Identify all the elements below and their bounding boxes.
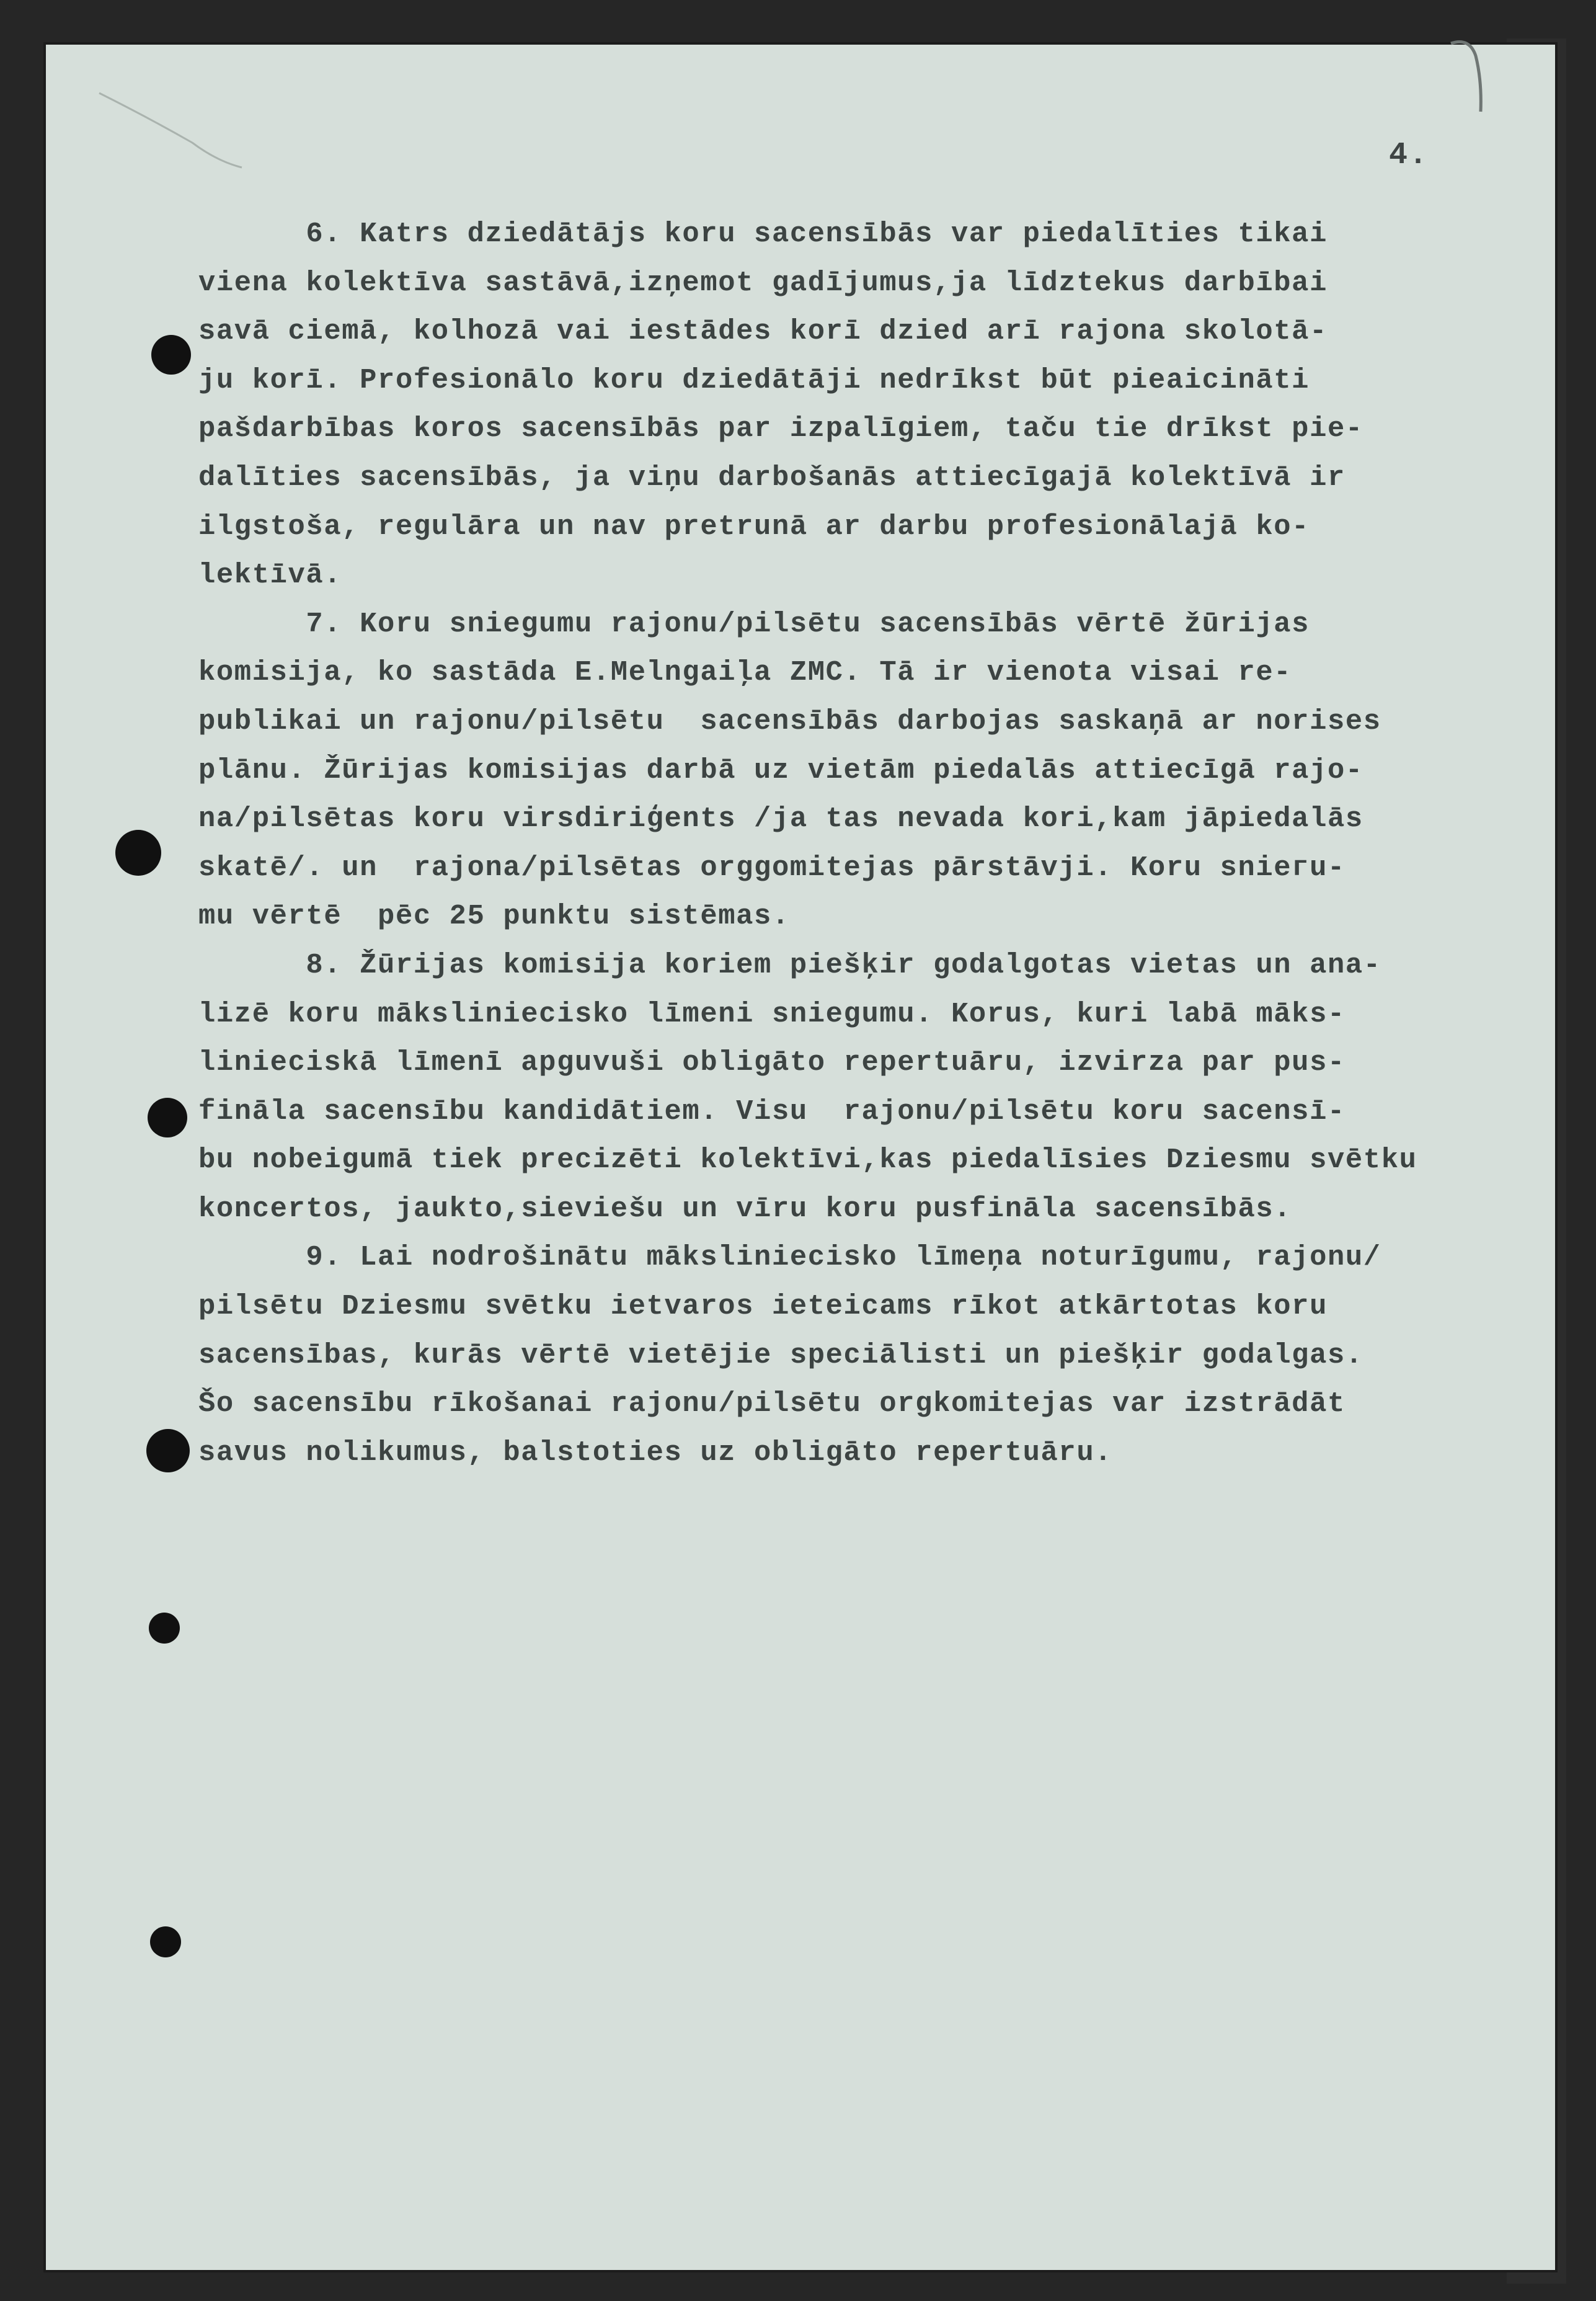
text-line: fināla sacensību kandidātiem. Visu rajonu/pilsētu koru sacensī- (198, 1095, 1346, 1128)
text-line: savā ciemā, kolhozā vai iestādes korī dzied arī rajona skolotā- (198, 315, 1328, 348)
text-line: 7. Koru sniegumu rajonu/pilsētu sacensībās vērtē žūrijas (198, 607, 1310, 640)
text-line: bu nobeigumā tiek precizēti kolektīvi,kas piedalīsies Dziesmu svētku (198, 1144, 1417, 1177)
text-line: skatē/. un rajona/pilsētas orggomitejas pārstāvji. Koru snieгu- (198, 851, 1346, 884)
text-line: koncertos, jaukto,sieviešu un vīru koru pusfināla sacensībās. (198, 1192, 1292, 1225)
text-line: linieciskā līmenī apguvuši obligāto repertuāru, izvirza par pus- (198, 1046, 1346, 1079)
text-line: komisija, ko sastāda E.Melngaiļa ZMC. Tā ir vienota visai re- (198, 656, 1292, 689)
punch-hole (149, 1613, 180, 1644)
punch-hole (146, 1429, 190, 1472)
text-line: 9. Lai nodrošinātu māksliniecisko līmeņa noturīgumu, rajonu/ (198, 1241, 1381, 1274)
page-number: 4. (1389, 138, 1429, 173)
text-line: lektīvā. (198, 559, 342, 592)
text-line: Šo sacensību rīkošanai rajonu/pilsētu orgkomitejas var izstrādāt (198, 1387, 1346, 1420)
text-line: mu vērtē pēc 25 punktu sistēmas. (198, 900, 790, 933)
punch-hole (115, 830, 161, 876)
text-line: dalīties sacensībās, ja viņu darbošanās attiecīgajā kolektīvā ir (198, 461, 1346, 494)
text-line: pašdarbības koros sacensībās par izpalīgiem, taču tie drīkst pie- (198, 412, 1363, 445)
punch-hole (148, 1098, 187, 1137)
text-line: 6. Katrs dziedātājs koru sacensībās var piedalīties tikai (198, 218, 1328, 250)
paper-crease (93, 74, 254, 174)
document-text (198, 210, 1519, 1477)
text-line: publikai un rajonu/pilsētu sacensībās darbojas saskaņā ar norises (198, 705, 1381, 737)
pencil-annotation-icon (1426, 19, 1513, 118)
punch-hole (151, 335, 191, 375)
text-line: 8. Žūrijas komisija koriem piešķir godalgotas vietas un ana- (198, 948, 1381, 981)
text-line: sacensības, kurās vērtē vietējie speciālisti un piešķir godalgas. (198, 1338, 1363, 1371)
text-line: pilsētu Dziesmu svētku ietvaros ieteicams rīkot atkārtotas koru (198, 1290, 1328, 1323)
text-line: ilgstoša, regulāra un nav pretrunā ar darbu profesionālajā ko- (198, 510, 1310, 543)
text-line: viena kolektīva sastāvā,izņemot gadījumus,ja līdztekus darbībai (198, 266, 1328, 299)
punch-hole (150, 1926, 181, 1957)
text-line: lizē koru māksliniecisko līmeni sniegumu. Korus, kuri labā māks- (198, 997, 1346, 1030)
text-line: savus nolikumus, balstoties uz obligāto repertuāru. (198, 1436, 1113, 1469)
text-line: na/pilsētas koru virsdiriģents /ja tas nevada kori,kam jāpiedalās (198, 803, 1363, 835)
text-line: plānu. Žūrijas komisijas darbā uz vietām piedalās attiecīgā rajo- (198, 754, 1363, 786)
text-line: ju korī. Profesionālo koru dziedātāji nedrīkst būt pieaicināti (198, 363, 1310, 396)
